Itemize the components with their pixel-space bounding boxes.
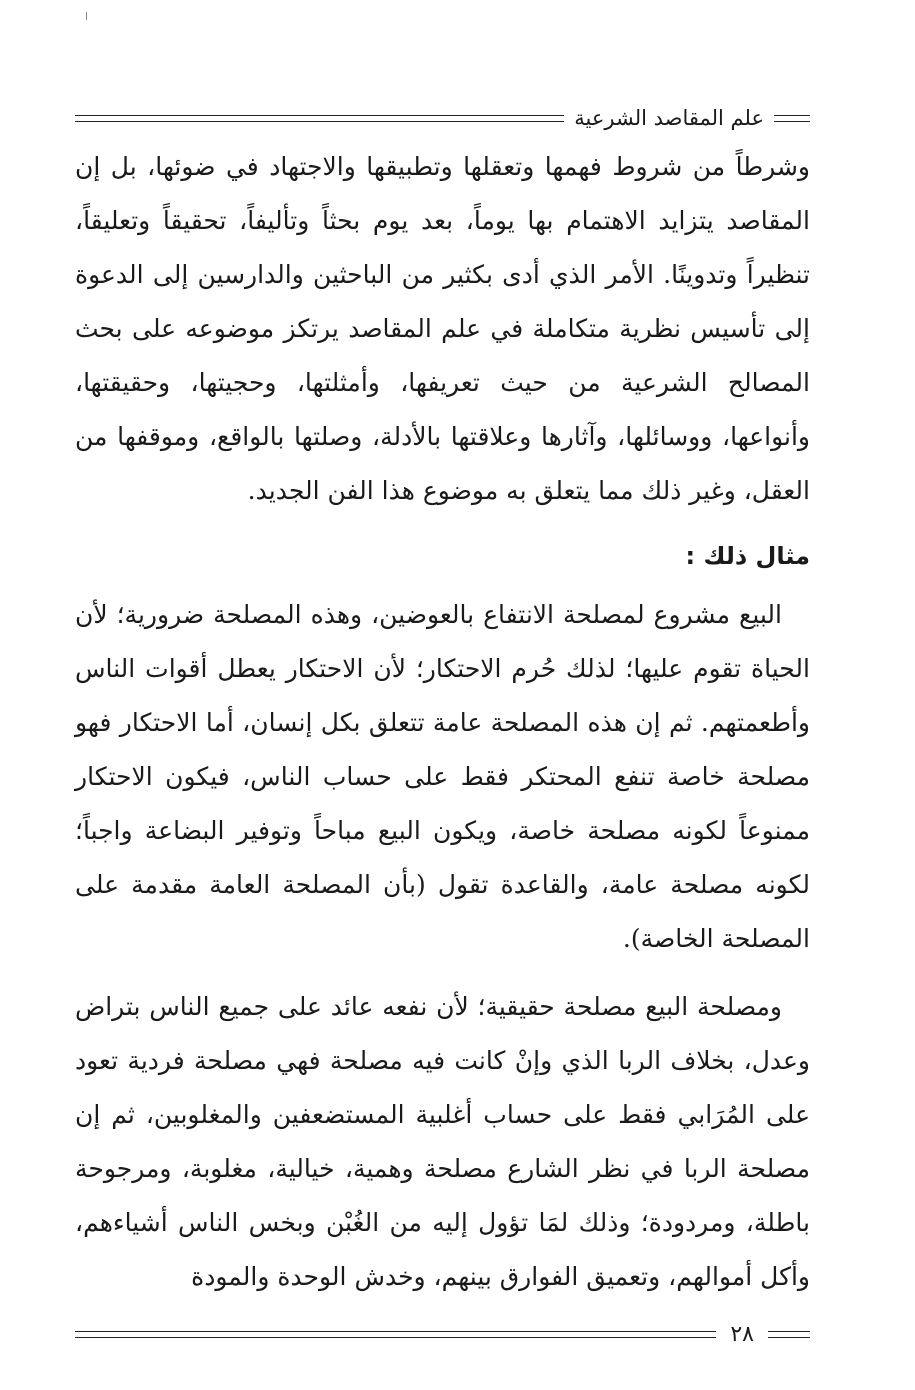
intro-paragraph: وشرطاً من شروط فهمها وتعقلها وتطبيقها والاجتهاد في ضوئها، بل إن المقاصد يتزايد الاهتمام بها يوماً، بعد يوم بحثاً وتأليفاً، تحقيقاً وتعليقاً، تنظيراً وتدوينًا. الأمر الذي أدى بكثير من الباحثين والدارسين إلى الدعوة إلى تأسيس نظرية متكاملة في علم المقاصد يرتكز موضوعه على بحث المصالح الشرعية من حيث تعريفها، وأمثلتها، وحجيتها، وحقيقتها، وأنواعها، ووسائلها، وآثارها وعلاقتها بالأدلة، وصلتها بالواقع، وموقفها من العقل، وغير ذلك مما يتعلق به موضوع هذا الفن الجديد. [75, 152, 810, 505]
footer-rule-short [768, 1331, 810, 1338]
page-number: ٢٨ [730, 1321, 754, 1347]
header-rule-long [75, 115, 564, 122]
page-footer [75, 1318, 810, 1350]
running-header [75, 100, 810, 136]
header-title: علم المقاصد الشرعية [574, 106, 764, 130]
example-heading: مثال ذلك : [685, 542, 810, 570]
example-paragraph: البيع مشروع لمصلحة الانتفاع بالعوضين، وهذه المصلحة ضرورية؛ لأن الحياة تقوم عليها؛ لذلك حُرم الاحتكار؛ لأن الاحتكار يعطل أقوات الناس وأطعمتهم. ثم إن هذه المصلحة عامة تتعلق بكل إنسان، أما الاحتكار فهو مصلحة خاصة تنفع المحتكر فقط على حساب الناس، فيكون الاحتكار ممنوعاً لكونه مصلحة خاصة، ويكون البيع مباحاً وتوفير البضاعة واجباً؛ لكونه مصلحة عامة، والقاعدة تقول (بأن المصلحة العامة مقدمة على المصلحة الخاصة). [75, 600, 810, 953]
paragraph-gap [75, 966, 810, 980]
page-body [75, 140, 810, 1304]
footer-rule-long [75, 1331, 716, 1338]
continuation-paragraph: ومصلحة البيع مصلحة حقيقية؛ لأن نفعه عائد على جميع الناس بتراض وعدل، بخلاف الربا الذي وإنْ كانت فيه مصلحة فهي مصلحة فردية تعود على المُرَابي فقط على حساب أغلبية المستضعفين والمغلوبين، ثم إن مصلحة الربا في نظر الشارع مصلحة وهمية، خيالية، مغلوبة، ومرجوحة باطلة، ومردودة؛ وذلك لمَا تؤول إليه من الغُبْن وبخس الناس أشياءهم، وأكل أموالهم، وتعميق الفوارق بينهم، وخدش الوحدة والمودة [75, 992, 811, 1291]
scan-mark [86, 12, 87, 20]
header-rule-short [774, 115, 810, 122]
